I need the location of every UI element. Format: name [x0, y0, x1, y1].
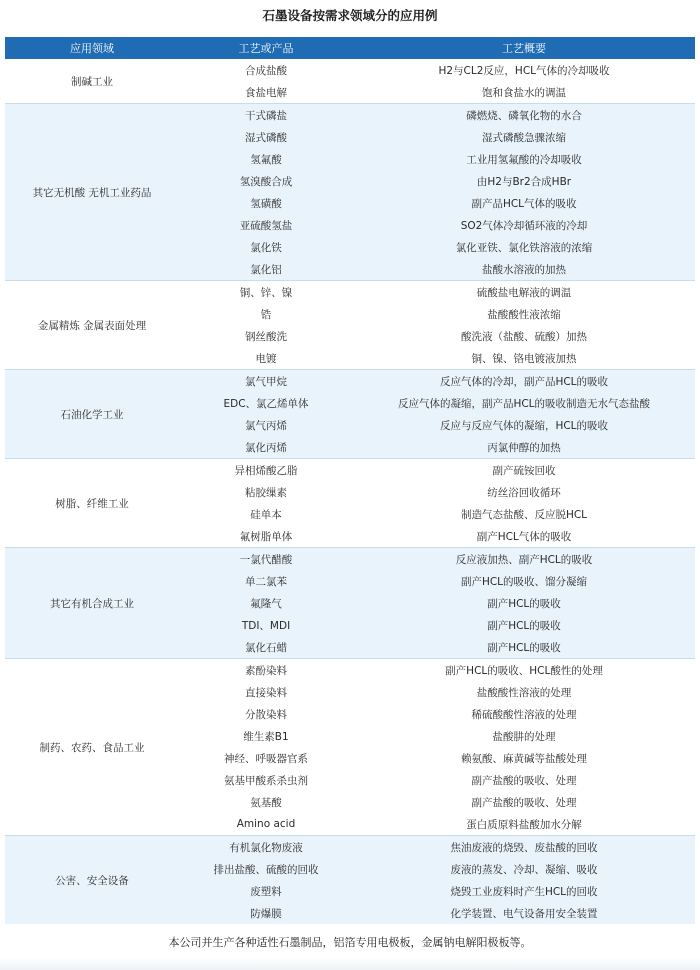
application-field-cell: 其它有机合成工业	[5, 548, 179, 659]
summary-cell: 盐酸水溶液的加热	[353, 258, 695, 281]
product-cell: 钢丝酸洗	[179, 325, 353, 347]
summary-cell: 废液的蒸发、冷却、凝缩、吸收	[353, 858, 695, 880]
summary-cell: 化学装置、电气设备用安全装置	[353, 902, 695, 924]
summary-cell: 副产盐酸的吸收、处理	[353, 791, 695, 813]
summary-cell: 由H2与Br2合成HBr	[353, 170, 695, 192]
product-cell: 亚硫酸氢盐	[179, 214, 353, 236]
summary-cell: 副产HCL的吸收、馏分凝缩	[353, 570, 695, 592]
product-cell: 素酚染料	[179, 659, 353, 682]
product-cell: 氟隆气	[179, 592, 353, 614]
product-cell: 氯化石蜡	[179, 636, 353, 659]
application-field-cell: 其它无机酸 无机工业药品	[5, 104, 179, 281]
application-table-container	[5, 37, 695, 924]
summary-cell: 湿式磷酸急骤浓缩	[353, 126, 695, 148]
product-cell: 氯化铝	[179, 258, 353, 281]
product-cell: 干式磷盐	[179, 104, 353, 127]
product-cell: 氯化铁	[179, 236, 353, 258]
application-field-cell: 石油化学工业	[5, 370, 179, 459]
product-cell: 氯化丙烯	[179, 436, 353, 459]
header-product: 工艺或产品	[179, 37, 353, 59]
product-cell: 神经、呼吸器官系	[179, 747, 353, 769]
summary-cell: 工业用氢氟酸的冷却吸收	[353, 148, 695, 170]
product-cell: 排出盐酸、硫酸的回收	[179, 858, 353, 880]
product-cell: 维生素B1	[179, 725, 353, 747]
page-title: 石墨设备按需求领域分的应用例	[262, 8, 438, 23]
table-row	[5, 459, 695, 482]
product-cell: 分散染料	[179, 703, 353, 725]
bottom-fade	[0, 958, 700, 970]
summary-cell: 氯化亚铁、氯化铁溶液的浓缩	[353, 236, 695, 258]
summary-cell: 铜、镍、铬电镀液加热	[353, 347, 695, 370]
application-field-cell: 金属精炼 金属表面处理	[5, 281, 179, 370]
summary-cell: 饱和食盐水的调温	[353, 81, 695, 104]
summary-cell: 副产HCL的吸收	[353, 614, 695, 636]
product-cell: 单二氯苯	[179, 570, 353, 592]
summary-cell: 硫酸盐电解液的调温	[353, 281, 695, 304]
summary-cell: 副产HCL的吸收	[353, 636, 695, 659]
product-cell: 食盐电解	[179, 81, 353, 104]
table-row	[5, 59, 695, 81]
product-cell: 湿式磷酸	[179, 126, 353, 148]
summary-cell: 烧毁工业废料时产生HCL的回收	[353, 880, 695, 902]
summary-cell: SO2气体冷却循环液的冷却	[353, 214, 695, 236]
application-field-cell: 树脂、纤维工业	[5, 459, 179, 548]
product-cell: 氢氟酸	[179, 148, 353, 170]
product-cell: 氢磺酸	[179, 192, 353, 214]
application-field-cell: 制药、农药、食品工业	[5, 659, 179, 836]
product-cell: 氯气丙烯	[179, 414, 353, 436]
application-table	[5, 37, 695, 924]
product-cell: 氨基酸	[179, 791, 353, 813]
product-cell: 氨基甲酸系杀虫剂	[179, 769, 353, 791]
product-cell: 锆	[179, 303, 353, 325]
header-field: 应用领域	[5, 37, 179, 59]
footer-note: 本公司并生产各种适性石墨制品，铝箔专用电极板，金属钠电解阳极板等。	[168, 936, 532, 949]
summary-cell: 酸洗液（盐酸、硫酸）加热	[353, 325, 695, 347]
table-header-row	[5, 37, 695, 59]
summary-cell: 副产盐酸的吸收、处理	[353, 769, 695, 791]
application-field-cell: 公害、安全设备	[5, 836, 179, 925]
table-row	[5, 104, 695, 127]
product-cell: 废塑料	[179, 880, 353, 902]
summary-cell: 盐酸酸性液浓缩	[353, 303, 695, 325]
product-cell: 一氯代醋酸	[179, 548, 353, 571]
product-cell: 硅单本	[179, 503, 353, 525]
summary-cell: 反应液加热、副产HCL的吸收	[353, 548, 695, 571]
table-row	[5, 548, 695, 571]
summary-cell: 反应气体的凝缩，副产品HCL的吸收制造无水气态盐酸	[353, 392, 695, 414]
summary-cell: 副产硫铵回收	[353, 459, 695, 482]
product-cell: 电镀	[179, 347, 353, 370]
summary-cell: 副产品HCL气体的吸收	[353, 192, 695, 214]
summary-cell: 制造气态盐酸、反应脱HCL	[353, 503, 695, 525]
summary-cell: 蛋白质原料盐酸加水分解	[353, 813, 695, 836]
table-row	[5, 281, 695, 304]
product-cell: 防爆膜	[179, 902, 353, 924]
table-row	[5, 370, 695, 393]
summary-cell: H2与CL2反应，HCL气体的冷却吸收	[353, 59, 695, 81]
product-cell: 铜、锌、镍	[179, 281, 353, 304]
product-cell: Amino acid	[179, 813, 353, 836]
product-cell: TDI、MDI	[179, 614, 353, 636]
product-cell: 氢溴酸合成	[179, 170, 353, 192]
summary-cell: 丙氯仲醇的加热	[353, 436, 695, 459]
summary-cell: 副产HCL的吸收	[353, 592, 695, 614]
product-cell: 异相烯酸乙脂	[179, 459, 353, 482]
summary-cell: 纺丝浴回收循环	[353, 481, 695, 503]
summary-cell: 稀硫酸酸性溶液的处理	[353, 703, 695, 725]
table-row	[5, 836, 695, 859]
summary-cell: 盐酸酸性溶液的处理	[353, 681, 695, 703]
summary-cell: 磷燃烧、磷氧化物的水合	[353, 104, 695, 127]
product-cell: EDC、氯乙烯单体	[179, 392, 353, 414]
summary-cell: 反应与反应气体的凝缩，HCL的吸收	[353, 414, 695, 436]
application-field-cell: 制碱工业	[5, 59, 179, 104]
summary-cell: 盐酸肼的处理	[353, 725, 695, 747]
table-body	[5, 59, 695, 924]
product-cell: 有机氯化物废液	[179, 836, 353, 859]
summary-cell: 副产HCL的吸收、HCL酸性的处理	[353, 659, 695, 682]
summary-cell: 反应气体的冷却，副产品HCL的吸收	[353, 370, 695, 393]
product-cell: 粘胶缫素	[179, 481, 353, 503]
table-row	[5, 659, 695, 682]
header-summary: 工艺概要	[353, 37, 695, 59]
product-cell: 氯气甲烷	[179, 370, 353, 393]
summary-cell: 焦油废液的烧毁、废盐酸的回收	[353, 836, 695, 859]
product-cell: 氟树脂单体	[179, 525, 353, 548]
summary-cell: 副产HCL气体的吸收	[353, 525, 695, 548]
product-cell: 直接染料	[179, 681, 353, 703]
product-cell: 合成盐酸	[179, 59, 353, 81]
summary-cell: 赖氨酸、麻黄碱等盐酸处理	[353, 747, 695, 769]
